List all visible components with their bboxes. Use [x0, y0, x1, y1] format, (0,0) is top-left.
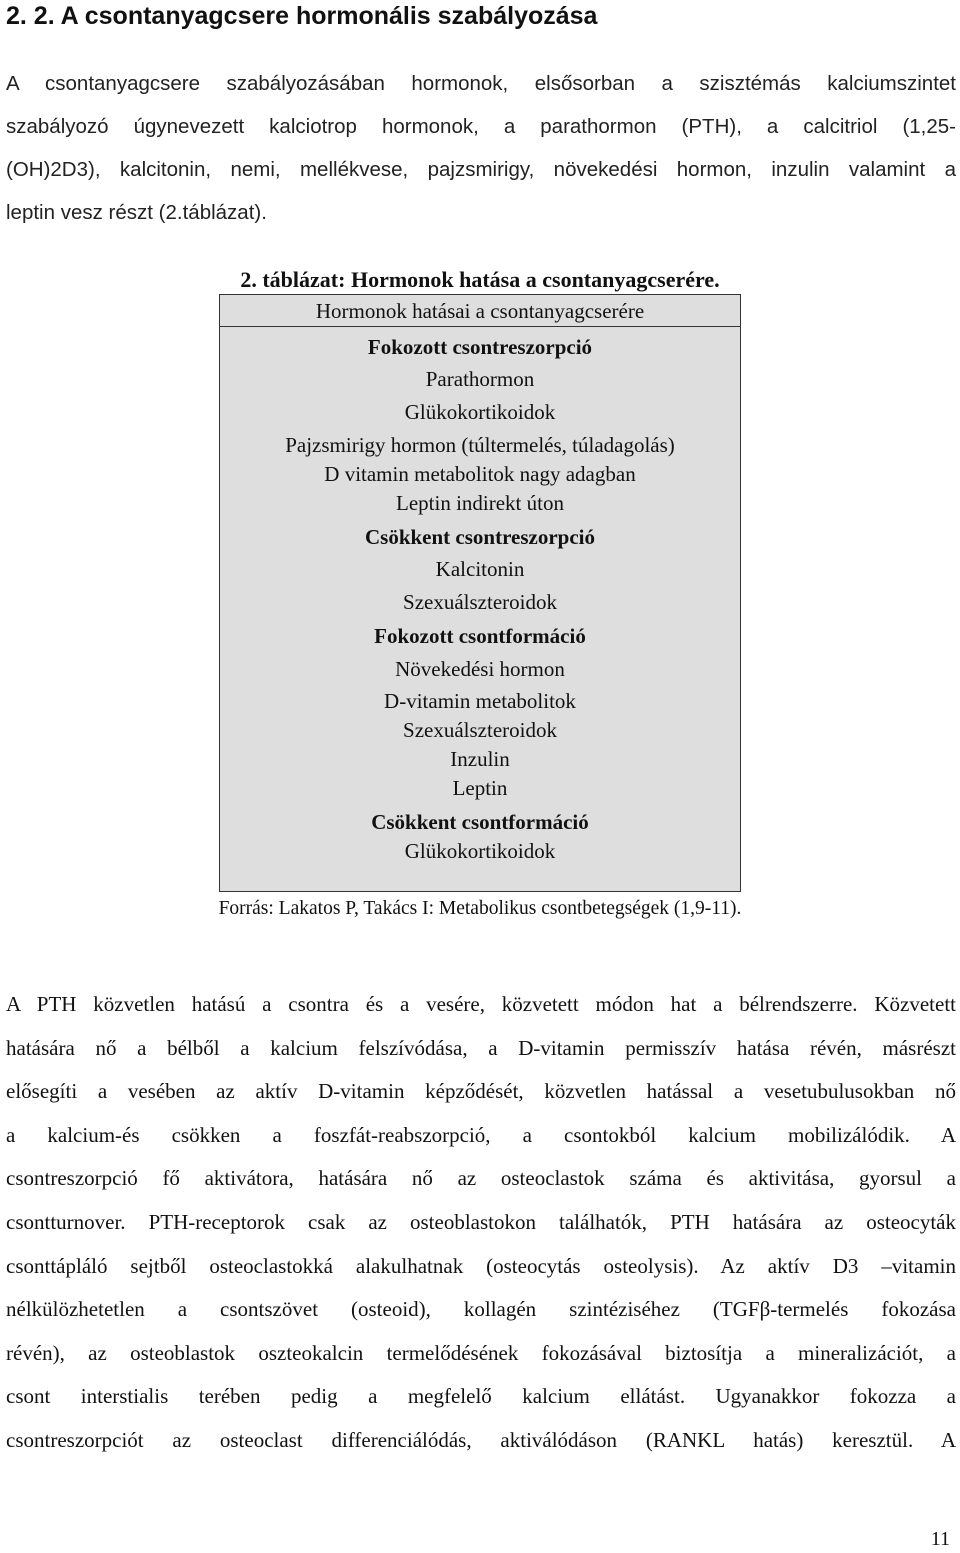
table-group-heading: Fokozott csontreszorpció: [367, 335, 593, 359]
body-line: hatására nő a bélből a kalcium felszívódása, a D-vitamin permisszív hatása révén, másrészt: [6, 1035, 956, 1060]
table-hormone-item: Leptin: [452, 776, 508, 800]
table-source: Forrás: Lakatos P, Takács I: Metabolikus csontbetegségek (1,9-11).: [218, 898, 742, 919]
body-line: nélkülözhetetlen a csontszövet (osteoid), kollagén szintéziséhez (TGFβ-termelés fokozása: [6, 1297, 956, 1322]
intro-line: (OH)2D3), kalcitonin, nemi, mellékvese, pajzsmirigy, növekedési hormon, inzulin valamint a: [6, 158, 956, 181]
intro-line: A csontanyagcsere szabályozásában hormonok, elsősorban a szisztémás kalciumszintet: [6, 72, 956, 95]
table-title: Hormonok hatásai a csontanyagcserére: [220, 295, 740, 327]
intro-line: leptin vesz részt (2.táblázat).: [6, 201, 267, 224]
body-line: révén), az osteoblastok oszteokalcin termelődésének fokozásával biztosítja a mineralizációt, a: [6, 1340, 956, 1365]
table-caption: 2. táblázat: Hormonok hatása a csontanyagcserére.: [240, 267, 720, 292]
table-hormone-item: Glükokortikoidok: [404, 839, 556, 863]
table-hormone-item: D-vitamin metabolitok: [384, 689, 576, 713]
table-hormone-item: Parathormon: [425, 367, 535, 391]
page-number: 11: [930, 1528, 950, 1550]
body-line: csontturnover. PTH-receptorok csak az osteoblastokon találhatók, PTH hatására az osteocyták: [6, 1209, 956, 1234]
body-line: elősegíti a vesében az aktív D-vitamin képződését, közvetlen hatással a vesetubulusokban nő: [6, 1079, 956, 1104]
intro-paragraph: [6, 62, 956, 234]
section-heading: 2. 2. A csontanyagcsere hormonális szabályozása: [6, 2, 598, 30]
table-group-heading: Csökkent csontreszorpció: [364, 525, 595, 549]
table-hormone-item: Szexuálszteroidok: [403, 718, 557, 742]
table-hormone-item: Pajzsmirigy hormon (túltermelés, túladagolás): [285, 433, 675, 457]
body-line: csonttápláló sejtből osteoclastokká alakulhatnak (osteocytás osteolysis). Az aktív D3 –vitamin: [6, 1253, 956, 1278]
body-line: A PTH közvetlen hatású a csontra és a vesére, közvetett módon hat a bélrendszerre. Közvetett: [6, 992, 956, 1016]
table-hormone-item: Szexuálszteroidok: [403, 590, 557, 614]
body-line: csontreszorpciót az osteoclast differenciálódás, aktiválódáson (RANKL hatás) keresztül. A: [6, 1427, 956, 1452]
table-hormone-item: Kalcitonin: [435, 557, 525, 581]
table-group-heading: Fokozott csontformáció: [374, 624, 586, 648]
body-line: csont interstialis terében pedig a megfelelő kalcium ellátást. Ugyanakkor fokozza a: [6, 1384, 956, 1409]
body-line: csontreszorpció fő aktivátora, hatására nő az osteoclastok száma és aktivitása, gyorsul a: [6, 1166, 956, 1191]
body-line: a kalcium-és csökken a foszfát-reabszorpció, a csontokból kalcium mobilizálódik. A: [6, 1122, 956, 1147]
hormone-effects-table: [219, 294, 741, 892]
table-hormone-item: Leptin indirekt úton: [396, 491, 564, 515]
intro-line: szabályozó úgynevezett kalciotrop hormonok, a parathormon (PTH), a calcitriol (1,25-: [6, 115, 956, 138]
table-hormone-item: Növekedési hormon: [395, 657, 565, 681]
body-paragraph: [6, 983, 956, 1463]
table-hormone-item: Glükokortikoidok: [404, 400, 556, 424]
table-hormone-item: D vitamin metabolitok nagy adagban: [324, 462, 636, 486]
table-hormone-item: Inzulin: [450, 747, 510, 771]
table-group-heading: Csökkent csontformáció: [371, 810, 589, 834]
